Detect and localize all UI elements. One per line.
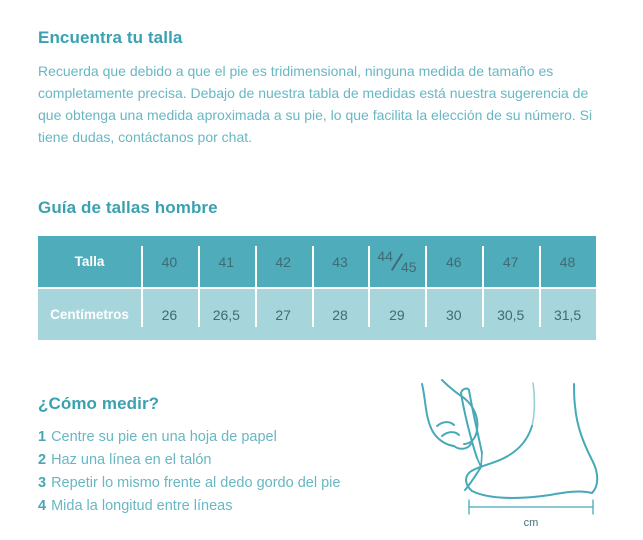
shin-line xyxy=(532,383,534,426)
measure-step xyxy=(38,449,340,472)
size-cell: 48 xyxy=(559,253,576,270)
column-divider xyxy=(482,246,484,327)
cm-cell: 26,5 xyxy=(212,306,240,323)
column-divider xyxy=(425,246,427,327)
find-your-size-title: Encuentra tu talla xyxy=(38,28,183,47)
cm-row-label: Centímetros xyxy=(50,307,129,322)
size-row-label: Talla xyxy=(74,254,105,269)
column-divider xyxy=(539,246,541,327)
size-table xyxy=(38,236,596,340)
pencil-top-cap xyxy=(461,389,469,393)
cm-cell: 29 xyxy=(389,306,405,323)
step-number: 1 xyxy=(38,429,47,445)
step-number: 3 xyxy=(38,475,47,491)
cm-unit-label: cm xyxy=(523,517,539,529)
foot-sole-line xyxy=(472,491,592,498)
intro-paragraph: Recuerda que debido a que el pie es tridimensional, ninguna medida de tamaño es completamente precisa. Debajo de nuestra tabla de medidas está nuestra sugerencia de que obtenga una medida aproximada a su pie, lo que facilita la elección de su número. Si tiene dudas, contáctanos por chat. xyxy=(38,63,593,145)
step-number: 4 xyxy=(38,498,47,514)
cm-cell: 30 xyxy=(446,306,462,323)
foot-measurement-illustration xyxy=(402,378,640,536)
size-cell: 47 xyxy=(502,253,519,270)
step-text: Repetir lo mismo frente al dedo gordo del pie xyxy=(51,475,341,491)
size-cell: 43 xyxy=(332,253,348,270)
size-cell: 40 xyxy=(161,253,178,270)
step-text: Mida la longitud entre líneas xyxy=(51,498,233,514)
step-text: Centre su pie en una hoja de papel xyxy=(51,429,277,445)
column-divider xyxy=(198,246,200,327)
size-cell: 41 xyxy=(218,253,235,270)
column-divider xyxy=(141,246,143,327)
column-divider xyxy=(255,246,257,327)
size-cell-split xyxy=(369,247,426,275)
cm-cell: 28 xyxy=(332,306,348,323)
column-divider xyxy=(312,246,314,327)
cm-cell: 31,5 xyxy=(553,306,582,323)
size-table-header-row xyxy=(38,236,596,289)
how-to-measure-title: ¿Cómo medir? xyxy=(38,394,160,413)
size-cell: 46 xyxy=(446,253,462,270)
measure-step xyxy=(38,495,340,518)
size-fraction-top: 44 xyxy=(377,247,393,264)
measure-step xyxy=(38,426,340,449)
measure-step xyxy=(38,472,340,495)
foot-heel-line xyxy=(574,384,597,493)
cm-cell: 26 xyxy=(161,306,178,323)
finger-line xyxy=(442,432,459,436)
size-cell: 42 xyxy=(275,253,291,270)
cm-cell: 27 xyxy=(275,306,291,323)
step-number: 2 xyxy=(38,452,47,468)
cm-cell: 30,5 xyxy=(497,306,525,323)
size-fraction-bottom: 45 xyxy=(400,258,417,275)
finger-line xyxy=(437,422,454,426)
men-size-guide-title: Guía de tallas hombre xyxy=(38,198,218,217)
measure-steps-list xyxy=(38,426,340,518)
size-table-cm-row xyxy=(38,289,596,340)
step-text: Haz una línea en el talón xyxy=(51,452,212,468)
finger-line xyxy=(454,444,471,449)
hand-arm-line xyxy=(422,384,454,446)
pencil-tip xyxy=(477,453,482,467)
measurement-line-group xyxy=(469,500,593,514)
column-divider xyxy=(368,246,370,327)
